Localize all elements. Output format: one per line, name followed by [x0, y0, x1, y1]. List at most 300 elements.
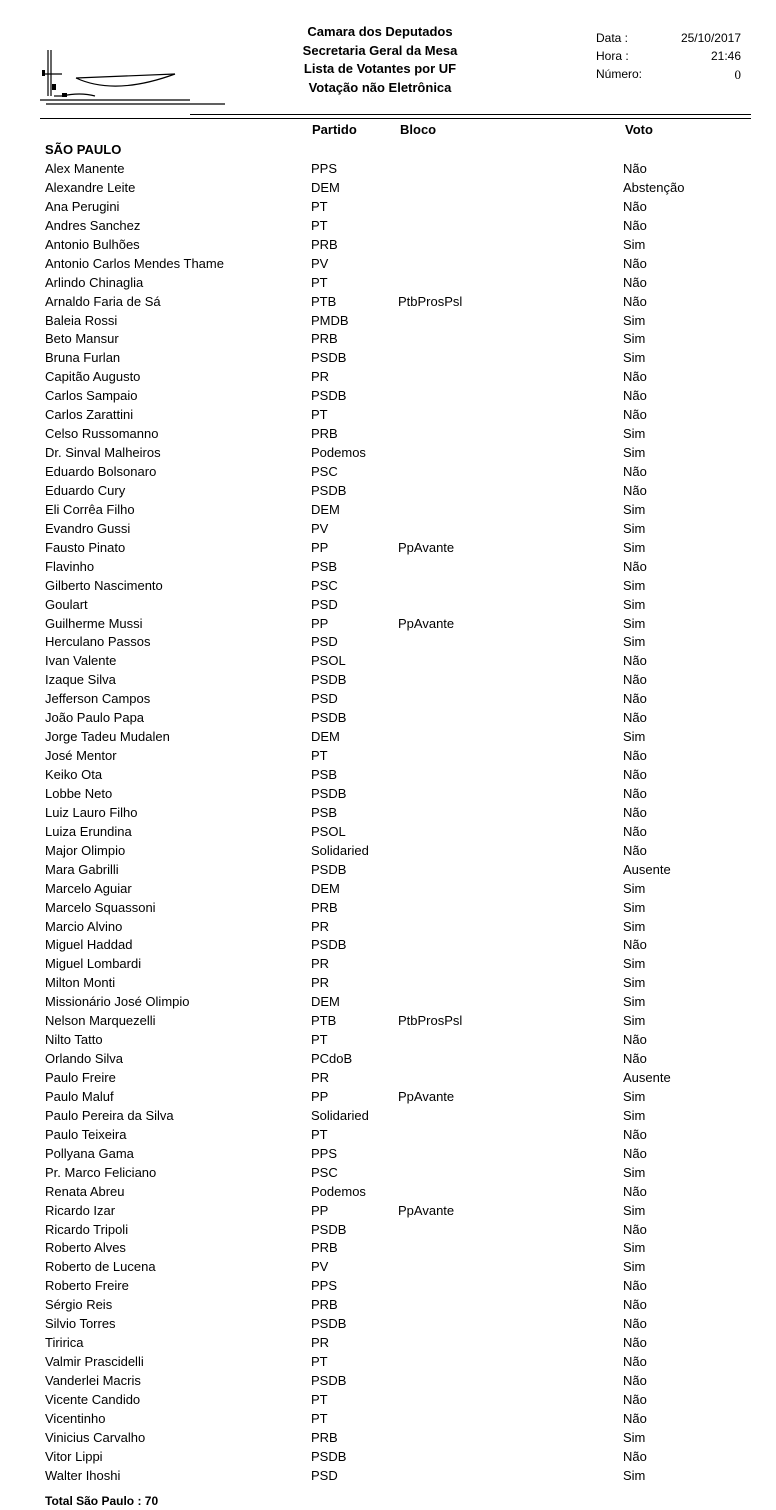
state-total: Total São Paulo : 70: [45, 1494, 159, 1508]
voter-vote: Não: [623, 710, 647, 726]
voter-party: PPS: [311, 1278, 338, 1294]
voter-row: [0, 823, 776, 842]
voter-party: PSOL: [311, 653, 346, 669]
voter-party: DEM: [311, 880, 340, 896]
voter-party: PRB: [311, 426, 338, 442]
voter-name: Roberto Freire: [45, 1278, 129, 1294]
voter-party: PRB: [311, 1429, 338, 1445]
voter-party: PRB: [311, 236, 338, 252]
voter-vote: Não: [623, 804, 647, 820]
voter-vote: Sim: [623, 1088, 646, 1104]
voter-vote: Não: [623, 1373, 647, 1388]
voter-row: [0, 160, 776, 179]
voter-party: Solidaried: [311, 842, 369, 858]
voter-name: Paulo Teixeira: [45, 1126, 127, 1142]
voter-name: Renata Abreu: [45, 1183, 125, 1199]
voter-row: [0, 1315, 776, 1334]
voter-party: PSB: [311, 767, 338, 782]
voter-name: Celso Russomanno: [45, 426, 159, 442]
voter-vote: Não: [623, 1354, 647, 1370]
voter-name: Carlos Sampaio: [45, 388, 138, 404]
voter-vote: Sim: [623, 634, 646, 650]
voter-vote: Sim: [623, 1467, 646, 1483]
voter-vote: Não: [623, 255, 647, 271]
voter-vote: Sim: [623, 1164, 646, 1180]
voter-party: PPS: [311, 161, 338, 176]
voter-vote: Não: [623, 1297, 647, 1313]
voter-row: [0, 501, 776, 520]
divider: [190, 114, 751, 115]
voter-row: [0, 312, 776, 331]
voter-vote: Não: [623, 842, 647, 858]
voter-vote: Não: [623, 653, 647, 669]
voter-name: Ricardo Tripoli: [45, 1221, 129, 1237]
voter-party: PV: [311, 255, 329, 271]
voter-row: [0, 1353, 776, 1372]
voter-name: Pollyana Gama: [45, 1145, 134, 1161]
voter-party: DEM: [311, 501, 340, 517]
voter-row: [0, 425, 776, 444]
voter-row: [0, 690, 776, 709]
voter-vote: Sim: [623, 880, 646, 896]
voter-party: DEM: [311, 179, 340, 195]
voter-row: [0, 804, 776, 823]
voter-party: PSDB: [311, 785, 347, 801]
voter-row: [0, 387, 776, 406]
voter-party: PT: [311, 1354, 328, 1370]
voter-vote: Sim: [623, 729, 646, 745]
voter-name: Nelson Marquezelli: [45, 1013, 156, 1029]
voter-name: Dr. Sinval Malheiros: [45, 445, 161, 461]
voter-vote: Não: [623, 1278, 647, 1294]
date-value: 25/10/2017: [680, 31, 741, 45]
voter-vote: Não: [623, 1335, 647, 1351]
voter-row: [0, 1221, 776, 1240]
voter-party: PSOL: [311, 823, 346, 839]
voter-party: PT: [311, 748, 328, 764]
voter-name: Arlindo Chinaglia: [45, 274, 144, 290]
voter-name: Orlando Silva: [45, 1051, 124, 1067]
voter-row: [0, 1012, 776, 1031]
voter-name: Luiza Erundina: [45, 823, 132, 839]
voter-name: Roberto Alves: [45, 1240, 126, 1256]
voter-row: [0, 577, 776, 596]
voter-name: Paulo Maluf: [45, 1088, 114, 1104]
voter-vote: Sim: [623, 596, 646, 612]
voter-row: [0, 198, 776, 217]
voter-name: Vicentinho: [45, 1410, 106, 1426]
voter-name: Marcelo Aguiar: [45, 880, 132, 896]
voter-vote: Não: [623, 937, 647, 953]
voter-name: Antonio Bulhões: [45, 236, 140, 252]
voter-name: Fausto Pinato: [45, 539, 126, 555]
voter-vote: Sim: [623, 331, 646, 347]
voter-bloco: PpAvante: [398, 539, 455, 555]
voter-name: Bruna Furlan: [45, 350, 121, 366]
voter-party: PSD: [311, 634, 338, 650]
voter-row: [0, 1145, 776, 1164]
voter-name: Jorge Tadeu Mudalen: [45, 729, 170, 745]
voter-vote: Não: [623, 748, 647, 764]
voter-vote: Sim: [623, 350, 646, 366]
voter-row: [0, 1202, 776, 1221]
voter-row: [0, 993, 776, 1012]
voter-party: PSDB: [311, 861, 347, 877]
voter-vote: Sim: [623, 445, 646, 461]
voter-vote: Não: [623, 1183, 647, 1199]
voter-row: [0, 861, 776, 880]
voter-name: Guilherme Mussi: [45, 615, 143, 631]
voter-row: [0, 955, 776, 974]
voter-row: [0, 482, 776, 501]
voter-vote: Não: [623, 1145, 647, 1161]
voter-row: [0, 1239, 776, 1258]
voter-row: [0, 747, 776, 766]
voter-vote: Não: [623, 672, 647, 688]
voter-party: PSDB: [311, 1316, 347, 1332]
voter-row: [0, 785, 776, 804]
column-header-bloco: Bloco: [400, 122, 437, 137]
voter-party: PSDB: [311, 350, 347, 366]
voter-vote: Sim: [623, 1259, 646, 1275]
voter-party: PSDB: [311, 482, 347, 498]
voter-vote: Sim: [623, 1107, 646, 1123]
title-line: Lista de Votantes por UF: [303, 61, 457, 76]
voter-bloco: PpAvante: [398, 1202, 455, 1218]
voter-name: Eli Corrêa Filho: [45, 501, 135, 517]
voter-row: [0, 406, 776, 425]
voter-name: Sérgio Reis: [45, 1297, 113, 1313]
title-line: Secretaria Geral da Mesa: [302, 42, 458, 58]
voter-row: [0, 255, 776, 274]
voter-name: Pr. Marco Feliciano: [45, 1164, 157, 1180]
voter-name: Valmir Prascidelli: [45, 1354, 144, 1370]
voter-row: [0, 1429, 776, 1448]
voter-party: PPS: [311, 1145, 338, 1161]
voter-party: PSD: [311, 596, 338, 612]
voter-bloco: PtbProsPsl: [398, 1013, 463, 1029]
voter-row: [0, 652, 776, 671]
voter-row: [0, 1277, 776, 1296]
voter-vote: Sim: [623, 899, 646, 915]
voter-name: João Paulo Papa: [45, 710, 145, 726]
voter-party: PMDB: [311, 312, 349, 328]
voter-party: PSDB: [311, 1373, 347, 1388]
voter-vote: Sim: [623, 956, 646, 972]
voter-name: Paulo Pereira da Silva: [45, 1107, 174, 1123]
voter-vote: Sim: [623, 615, 646, 631]
voter-vote: Não: [623, 388, 647, 404]
voter-name: Herculano Passos: [45, 634, 151, 650]
voter-name: Miguel Haddad: [45, 937, 133, 953]
voter-row: [0, 368, 776, 387]
voter-name: Silvio Torres: [45, 1316, 116, 1332]
voter-vote: Sim: [623, 501, 646, 517]
voter-party: PT: [311, 1126, 328, 1142]
voter-name: Vicente Candido: [45, 1391, 141, 1407]
voter-name: Missionário José Olimpio: [45, 994, 190, 1010]
voter-vote: Não: [623, 691, 647, 707]
voter-party: PP: [311, 615, 329, 631]
voter-vote: Ausente: [623, 1070, 671, 1085]
title-line: Votação não Eletrônica: [308, 79, 452, 95]
voter-party: PSB: [311, 558, 338, 574]
title-line: Camara dos Deputados: [307, 24, 453, 39]
voter-row: [0, 615, 776, 634]
voter-party: PP: [311, 1202, 329, 1218]
voter-vote: Não: [623, 1410, 647, 1426]
voter-name: Vinicius Carvalho: [45, 1429, 146, 1445]
voter-party: PR: [311, 1070, 330, 1085]
column-header-voto: Voto: [625, 122, 653, 137]
voter-row: [0, 463, 776, 482]
voter-name: Vanderlei Macris: [45, 1373, 141, 1388]
voter-vote: Não: [623, 823, 647, 839]
voter-row: [0, 1296, 776, 1315]
voter-party: PV: [311, 520, 329, 536]
voter-row: [0, 1448, 776, 1467]
voter-row: [0, 1107, 776, 1126]
voter-row: [0, 1258, 776, 1277]
voter-party: PV: [311, 1259, 329, 1275]
voter-row: [0, 349, 776, 368]
voter-row: [0, 1069, 776, 1088]
voter-party: PT: [311, 407, 328, 423]
voter-vote: Sim: [623, 577, 646, 593]
voter-name: Eduardo Cury: [45, 482, 126, 498]
voter-row: [0, 936, 776, 955]
voter-party: Podemos: [311, 1183, 366, 1199]
voter-party: PT: [311, 217, 328, 233]
voter-list: [0, 160, 776, 1486]
voter-party: PR: [311, 975, 330, 991]
voter-row: [0, 539, 776, 558]
voter-party: PT: [311, 1391, 328, 1407]
voter-name: Paulo Freire: [45, 1070, 116, 1085]
voter-party: PR: [311, 1335, 330, 1351]
divider: [40, 118, 751, 119]
voter-name: Jefferson Campos: [45, 691, 151, 707]
voter-row: [0, 293, 776, 312]
voter-vote: Sim: [623, 1429, 646, 1445]
voter-party: PSC: [311, 464, 338, 479]
voter-party: PT: [311, 198, 328, 214]
voter-party: PSDB: [311, 388, 347, 404]
voter-row: [0, 1164, 776, 1183]
voter-vote: Não: [623, 293, 647, 309]
voter-vote: Não: [623, 217, 647, 233]
voter-row: [0, 842, 776, 861]
voter-vote: Sim: [623, 426, 646, 442]
voter-name: Beto Mansur: [45, 331, 119, 347]
voter-name: Izaque Silva: [45, 672, 116, 688]
voter-party: DEM: [311, 994, 340, 1010]
voter-vote: Não: [623, 198, 647, 214]
voter-vote: Sim: [623, 1240, 646, 1256]
voter-name: Goulart: [45, 596, 88, 612]
voter-row: [0, 671, 776, 690]
voter-name: Marcio Alvino: [45, 918, 123, 934]
voter-name: Carlos Zarattini: [45, 407, 134, 423]
congress-logo-icon: [40, 44, 225, 108]
voter-row: [0, 1410, 776, 1429]
voter-vote: Não: [623, 785, 647, 801]
voter-vote: Não: [623, 1316, 647, 1332]
voter-party: PSC: [311, 577, 338, 593]
voter-party: PR: [311, 918, 330, 934]
voter-party: PR: [311, 956, 330, 972]
voter-bloco: PpAvante: [398, 1088, 455, 1104]
voter-row: [0, 728, 776, 747]
voter-vote: Sim: [623, 975, 646, 991]
voter-name: Baleia Rossi: [45, 312, 118, 328]
voter-vote: Não: [623, 407, 647, 423]
voter-name: Vitor Lippi: [45, 1448, 103, 1464]
voter-vote: Não: [623, 1221, 647, 1237]
date-label: Data :: [596, 31, 629, 45]
voter-party: PTB: [311, 293, 337, 309]
voter-name: Major Olimpio: [45, 842, 126, 858]
voter-row: [0, 633, 776, 652]
report-meta: [596, 31, 741, 85]
voter-row: [0, 918, 776, 937]
voter-vote: Ausente: [623, 861, 671, 877]
state-section-title: SÃO PAULO: [45, 142, 122, 157]
voter-vote: Sim: [623, 539, 646, 555]
voter-party: PSDB: [311, 1221, 347, 1237]
voter-name: Nilto Tatto: [45, 1032, 103, 1048]
voter-party: PSC: [311, 1164, 338, 1180]
column-header-partido: Partido: [312, 122, 357, 137]
voter-party: PT: [311, 1032, 328, 1048]
voter-party: PRB: [311, 1297, 338, 1313]
voter-row: [0, 1126, 776, 1145]
voter-name: Ricardo Izar: [45, 1202, 116, 1218]
voter-name: Luiz Lauro Filho: [45, 804, 138, 820]
voter-bloco: PpAvante: [398, 615, 455, 631]
voter-name: Capitão Augusto: [45, 369, 141, 385]
voter-name: Arnaldo Faria de Sá: [45, 293, 161, 309]
voter-name: Walter Ihoshi: [45, 1467, 121, 1483]
voter-row: [0, 1334, 776, 1353]
voter-name: Miguel Lombardi: [45, 956, 142, 972]
voter-name: José Mentor: [45, 748, 117, 764]
voter-vote: Não: [623, 369, 647, 385]
voter-party: PSD: [311, 1467, 338, 1483]
voter-row: [0, 974, 776, 993]
voter-row: [0, 1391, 776, 1410]
voter-vote: Não: [623, 464, 647, 479]
report-title: [270, 23, 490, 97]
voter-vote: Sim: [623, 1013, 646, 1029]
voter-vote: Sim: [623, 236, 646, 252]
voter-name: Alexandre Leite: [45, 179, 136, 195]
voter-row: [0, 274, 776, 293]
voter-row: [0, 899, 776, 918]
voter-name: Flavinho: [45, 558, 95, 574]
voter-row: [0, 558, 776, 577]
voter-name: Marcelo Squassoni: [45, 899, 156, 915]
voter-row: [0, 1372, 776, 1391]
voter-vote: Sim: [623, 994, 646, 1010]
voter-party: PSDB: [311, 672, 347, 688]
voter-name: Ana Perugini: [45, 198, 120, 214]
voter-vote: Não: [623, 161, 647, 176]
number-value: 0: [734, 67, 741, 82]
voter-vote: Não: [623, 1448, 647, 1464]
voter-name: Ivan Valente: [45, 653, 117, 669]
voter-vote: Não: [623, 1032, 647, 1048]
voter-row: [0, 179, 776, 198]
voter-row: [0, 217, 776, 236]
voter-party: PSD: [311, 691, 338, 707]
voter-name: Roberto de Lucena: [45, 1259, 156, 1275]
voter-row: [0, 1088, 776, 1107]
voter-vote: Sim: [623, 312, 646, 328]
voter-row: [0, 1183, 776, 1202]
voter-vote: Sim: [623, 520, 646, 536]
voter-vote: Não: [623, 274, 647, 290]
voter-name: Mara Gabrilli: [45, 861, 119, 877]
voter-name: Tiririca: [45, 1335, 84, 1351]
voter-bloco: PtbProsPsl: [398, 293, 463, 309]
voter-name: Evandro Gussi: [45, 520, 131, 536]
voter-party: PR: [311, 369, 330, 385]
voter-vote: Abstenção: [623, 179, 685, 195]
voter-name: Gilberto Nascimento: [45, 577, 163, 593]
voter-vote: Não: [623, 482, 647, 498]
voter-name: Milton Monti: [45, 975, 116, 991]
voter-row: [0, 709, 776, 728]
voter-vote: Sim: [623, 1202, 646, 1218]
voter-party: PP: [311, 539, 329, 555]
voter-row: [0, 444, 776, 463]
voter-row: [0, 596, 776, 615]
time-value: 21:46: [710, 49, 741, 63]
number-label: Número:: [596, 67, 643, 81]
voter-party: Podemos: [311, 445, 366, 461]
voter-party: PCdoB: [311, 1051, 353, 1067]
voter-vote: Não: [623, 1391, 647, 1407]
time-label: Hora :: [596, 49, 629, 63]
voter-party: DEM: [311, 729, 340, 745]
voter-party: PP: [311, 1088, 329, 1104]
voter-vote: Não: [623, 767, 647, 782]
voter-row: [0, 330, 776, 349]
voter-party: PT: [311, 1410, 328, 1426]
voter-name: Alex Manente: [45, 161, 125, 176]
voter-party: PRB: [311, 1240, 338, 1256]
voter-party: PSDB: [311, 710, 347, 726]
voter-vote: Não: [623, 1051, 647, 1067]
voter-vote: Sim: [623, 918, 646, 934]
voter-row: [0, 520, 776, 539]
voter-row: [0, 236, 776, 255]
voter-row: [0, 1467, 776, 1486]
voter-party: Solidaried: [311, 1107, 369, 1123]
voter-row: [0, 1031, 776, 1050]
voter-name: Lobbe Neto: [45, 785, 113, 801]
voter-vote: Não: [623, 1126, 647, 1142]
voter-row: [0, 1050, 776, 1069]
voter-vote: Não: [623, 558, 647, 574]
voter-name: Eduardo Bolsonaro: [45, 464, 157, 479]
voter-row: [0, 766, 776, 785]
voter-party: PRB: [311, 899, 338, 915]
voter-party: PSB: [311, 804, 338, 820]
voter-name: Andres Sanchez: [45, 217, 141, 233]
voter-party: PTB: [311, 1013, 337, 1029]
